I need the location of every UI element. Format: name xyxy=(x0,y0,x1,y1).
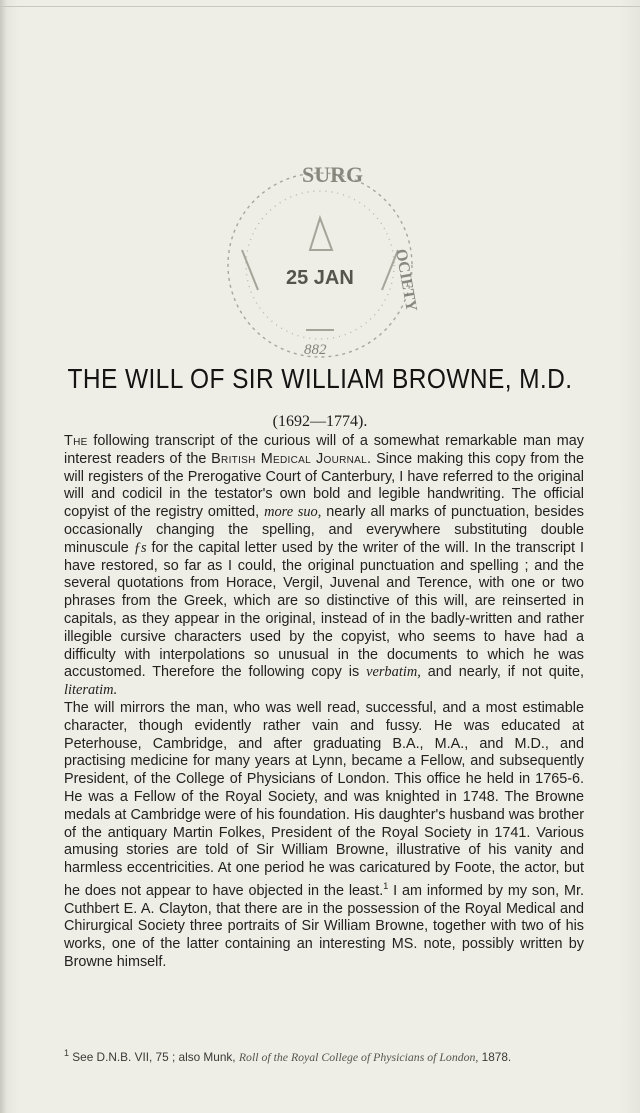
footnote-italic: Roll of the Royal College of Physicians of London, xyxy=(238,1049,479,1064)
footnote-mark: 1 xyxy=(64,1048,70,1058)
lead-word: The xyxy=(64,433,88,449)
stamp-date: 25 JAN xyxy=(286,267,354,289)
footnote: $^1$ See D.N.B. VII, 75 ; also Munk, Roll of the Royal College of Physicians of London, 1878. xyxy=(64,1048,512,1064)
italic-phrase: literatim. xyxy=(64,682,118,699)
italic-phrase: more suo, xyxy=(264,504,322,521)
life-dates: (1692—1774). xyxy=(272,413,368,430)
paragraph-2: The will mirrors the man, who was well read, successful, and a most estimable character, though evidently rather vain and fussy. He was educated at Peterhouse, Cambridge, and after graduating B.A., M.A., and M.D., and practising medicine for many years at Lynn, became a Fellow, and subsequently President, of the College of Physicians of London. This office he held in 1765-6. He was a Fellow of the Royal Society, and was knighted in 1748. The Browne medals at Cambridge were of his foundation. His daughter's husband was brother of the antiquary Martin Folkes, President of the Royal Society in 1741. Various amusing stories are told of Sir William Browne, illustrative of his vanity and harmless eccentricities. At one period he was caricatured by Foote, the actor, but he does not appear to have objected in the least.$^1$ I am informed by my son, Mr. Cuthbert E. A. Clayton, that there are in the possession of the Royal Medical and Chirurgical Society three portraits of Sir William Browne, together with two of his works, one of the latter containing an interesting MS. note, possibly written by Browne himself. xyxy=(64,699,585,970)
top-rule xyxy=(0,6,640,7)
journal-name: British Medical Journal. xyxy=(211,450,372,467)
library-stamp-graphic xyxy=(210,140,430,380)
library-stamp xyxy=(210,140,430,380)
stamp-text-top: SURG xyxy=(302,162,364,187)
stamp-text-right: OCIETY xyxy=(392,247,420,313)
italic-phrase: verbatim, xyxy=(366,664,421,681)
paragraph-1: The following transcript of the curious will of a somewhat remarkable man may interest readers of the British Medical Journal. Since making this copy from the will registers of the Prerogative Court of Canterbury, I have referred to the original will and codicil in the testator's own bold and legible handwriting. The official copyist of the registry omitted, more suo, nearly all marks of punctuation, besides occasionally changing the spelling, and everywhere substituting double minuscule ƒs for the capital letter used by the writer of the will. In the transcript I have restored, so far as I could, the original punctuation and spelling ; and the several quotations from Horace, Vergil, Juvenal and Terence, with one or two phrases from the Greek, which are so distinctive of this will, are reinserted in capitals, as they appear in the original, instead of in the badly-written and rather illegible cursive characters used by the copyist, who seems to have had a difficulty with interpolations so unusual in the documents to which he was accustomed. Therefore the following copy is verbatim, and nearly, if not quite, literatim. xyxy=(64,433,584,699)
italic-phrase: ƒs xyxy=(133,539,147,556)
article-body xyxy=(64,433,584,972)
document-title: THE WILL OF SIR WILLIAM BROWNE, M.D. xyxy=(67,364,573,395)
stamp-year: 882 xyxy=(304,342,327,358)
page-edge-shadow xyxy=(0,0,6,1113)
footnote-ref: 1 xyxy=(383,880,389,891)
